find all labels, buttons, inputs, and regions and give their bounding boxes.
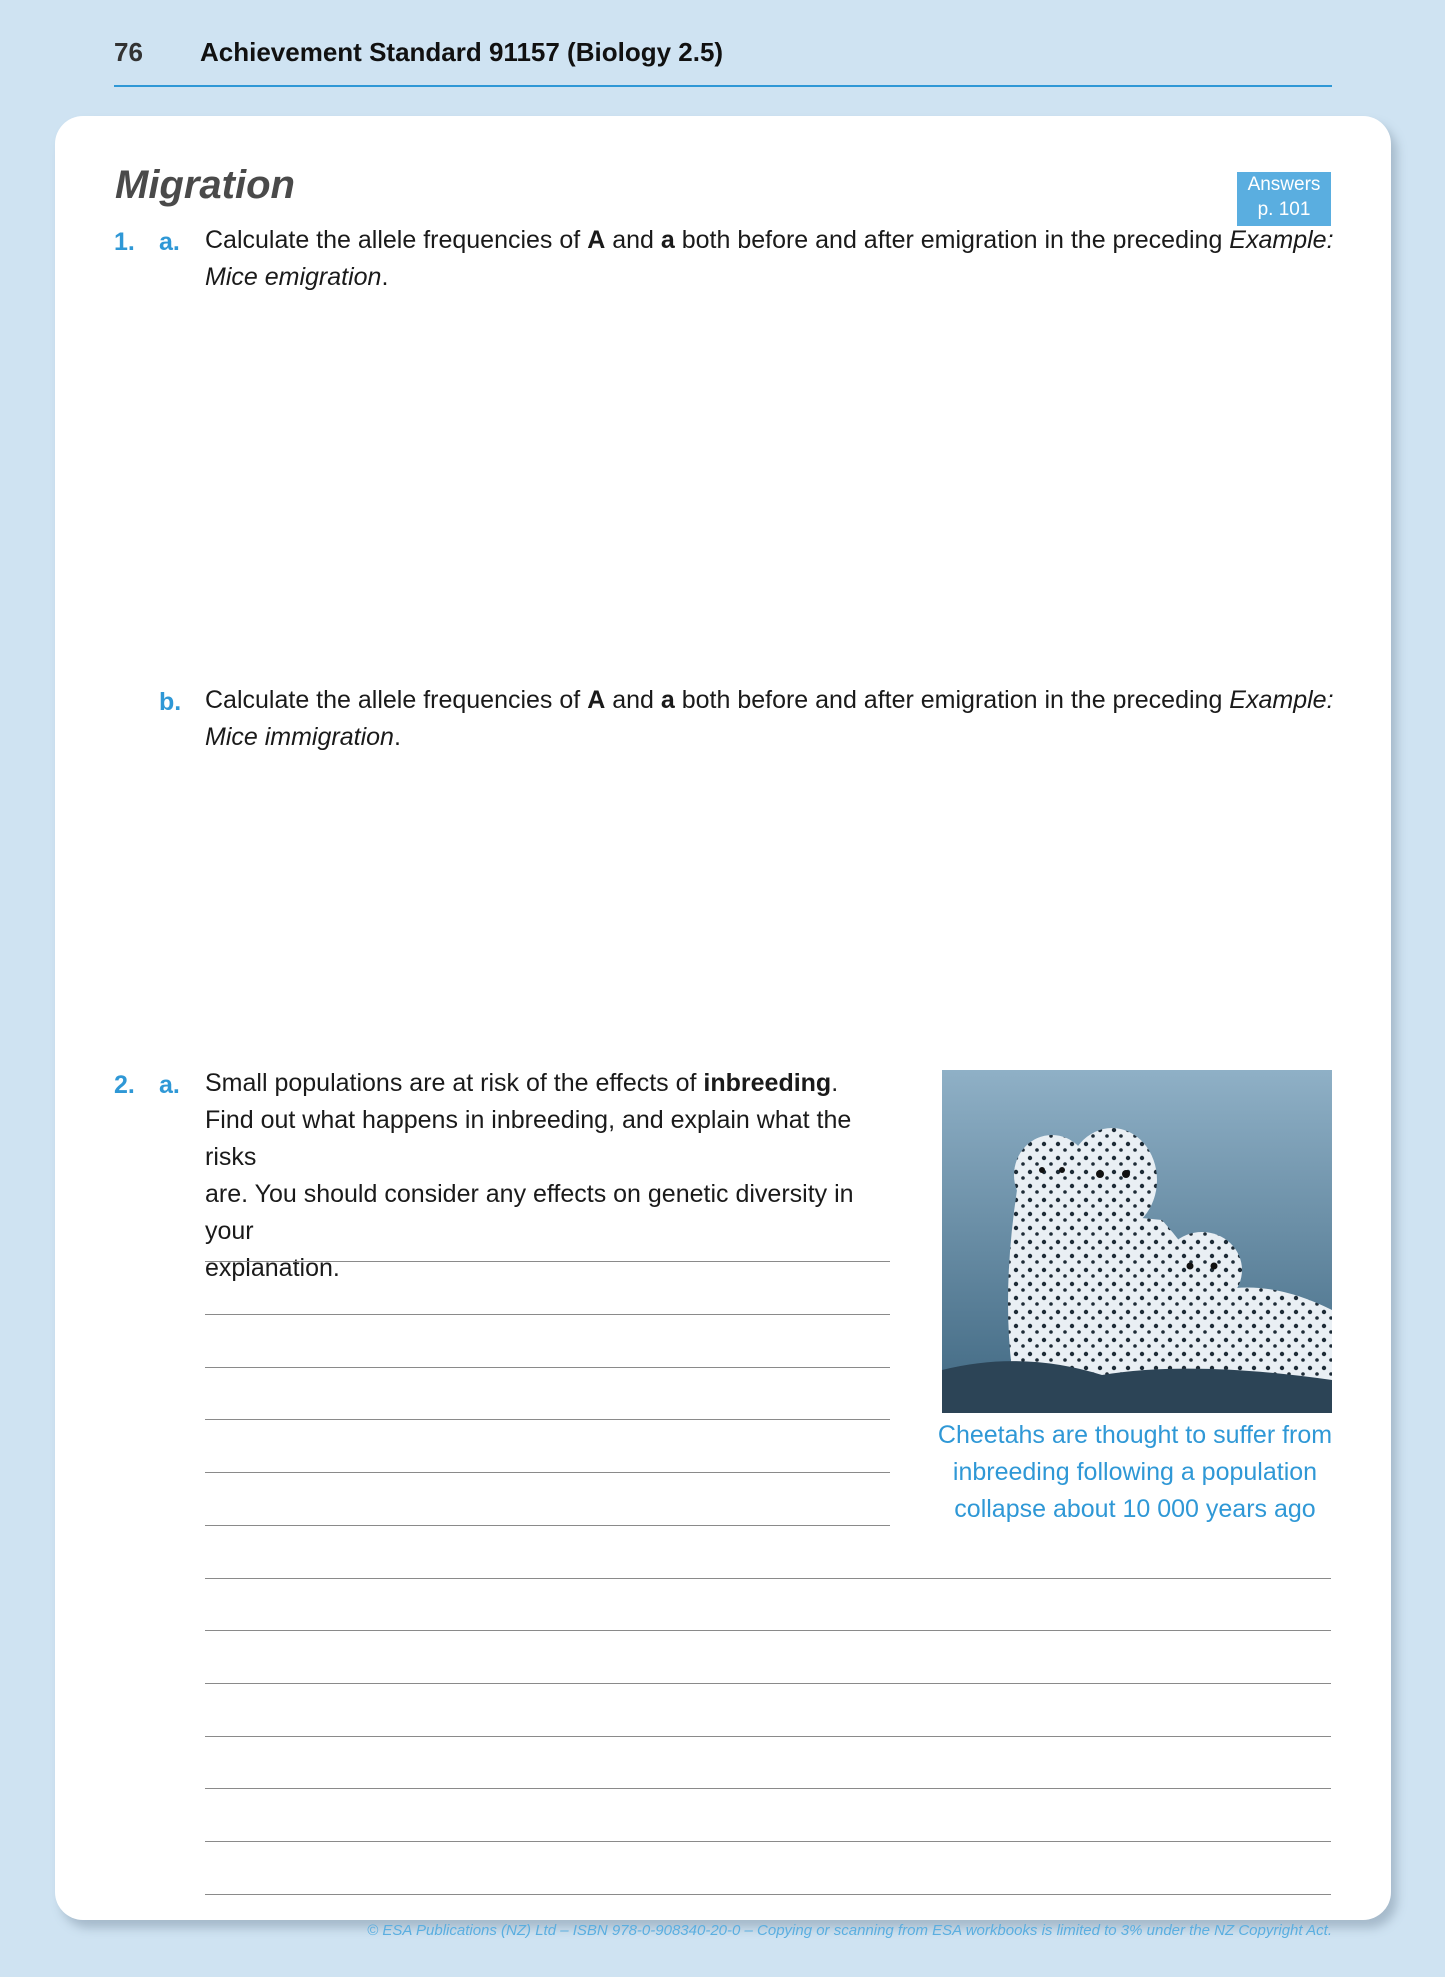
answer-line[interactable] [205, 1683, 1331, 1684]
answer-line[interactable] [205, 1525, 890, 1526]
question-2a-text: Small populations are at risk of the effects of inbreeding. Find out what happens in inbreeding, and explain what the risks are. You should consider any effects on genetic diversity in your explanation. [205, 1069, 854, 1282]
answers-badge-page: p. 101 [1257, 199, 1311, 220]
question-1b-text: Calculate the allele frequencies of A and a both before and after emigration in the preceding Example: Mice immigration. [205, 686, 1334, 751]
answers-badge-label: Answers [1247, 174, 1321, 195]
answer-line[interactable] [205, 1419, 890, 1420]
content-card [55, 116, 1391, 1920]
answer-line[interactable] [205, 1578, 1331, 1579]
question-1a-text: Calculate the allele frequencies of A and a both before and after emigration in the preceding Example: Mice emigration. [205, 226, 1334, 291]
answer-line[interactable] [205, 1788, 1331, 1789]
section-title: Migration [115, 163, 295, 207]
question-2a-label: a. [159, 1071, 180, 1099]
answer-line[interactable] [205, 1261, 890, 1262]
answer-line[interactable] [205, 1894, 1331, 1895]
answer-line[interactable] [205, 1314, 890, 1315]
figure-caption: Cheetahs are thought to suffer from inbreeding following a population collapse about 10 000 years ago [937, 1421, 1333, 1523]
header-title: Achievement Standard 91157 (Biology 2.5) [200, 37, 724, 67]
answer-line[interactable] [205, 1630, 1331, 1631]
question-2-number: 2. [114, 1071, 135, 1099]
answers-badge[interactable] [1237, 172, 1331, 226]
cheetah-photo [942, 1070, 1332, 1413]
copyright-footer: © ESA Publications (NZ) Ltd – ISBN 978-0-908340-20-0 – Copying or scanning from ESA workbooks is limited to 3% under the NZ Copyright Act. [367, 1922, 1332, 1939]
page-header [114, 33, 1332, 87]
page-number: 76 [114, 37, 143, 67]
question-1a-label: a. [159, 228, 180, 256]
answer-line[interactable] [205, 1472, 890, 1473]
question-1b-label: b. [159, 688, 182, 716]
question-1-number: 1. [114, 228, 135, 256]
answer-line[interactable] [205, 1367, 890, 1368]
answer-line[interactable] [205, 1736, 1331, 1737]
answer-line[interactable] [205, 1841, 1331, 1842]
